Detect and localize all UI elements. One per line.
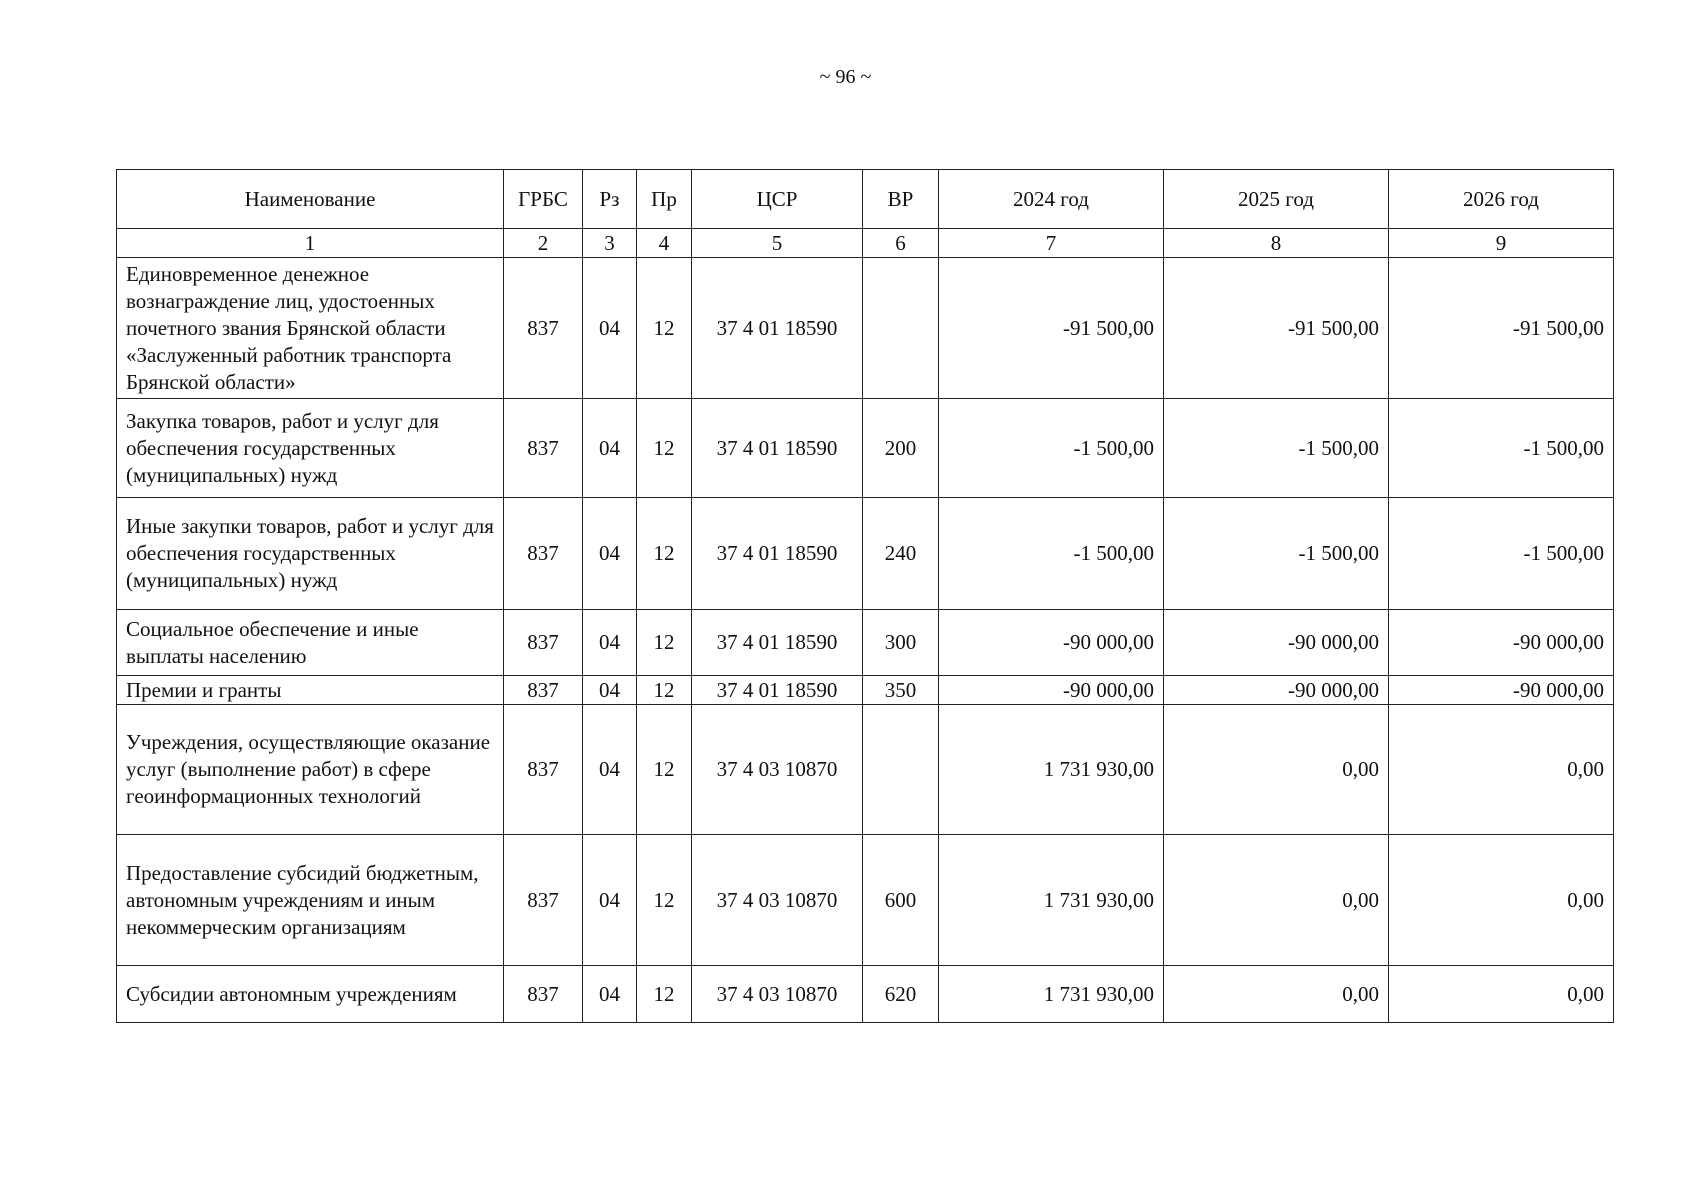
- row-csr: 37 4 01 18590: [692, 498, 863, 610]
- row-rz: 04: [583, 399, 637, 498]
- row-vr: 300: [863, 610, 939, 676]
- row-2025: -1 500,00: [1164, 498, 1389, 610]
- row-grbs: 837: [504, 966, 583, 1023]
- row-vr: 600: [863, 835, 939, 966]
- row-2024: -1 500,00: [939, 498, 1164, 610]
- row-pr: 12: [637, 966, 692, 1023]
- row-csr: 37 4 03 10870: [692, 835, 863, 966]
- row-csr: 37 4 01 18590: [692, 399, 863, 498]
- row-2025: -90 000,00: [1164, 676, 1389, 705]
- row-rz: 04: [583, 705, 637, 835]
- row-2025: -90 000,00: [1164, 610, 1389, 676]
- row-name: Закупка товаров, работ и услуг для обеспечения государственных (муниципальных) нужд: [117, 399, 504, 498]
- row-grbs: 837: [504, 610, 583, 676]
- row-2026: 0,00: [1389, 835, 1614, 966]
- row-grbs: 837: [504, 676, 583, 705]
- row-2025: 0,00: [1164, 705, 1389, 835]
- row-name: Предоставление субсидий бюджетным, автономным учреждениям и иным некоммерческим организациям: [117, 835, 504, 966]
- column-number: 3: [583, 229, 637, 258]
- header-row: [117, 170, 1614, 229]
- table-row: [117, 676, 1614, 705]
- row-csr: 37 4 01 18590: [692, 610, 863, 676]
- row-2025: 0,00: [1164, 966, 1389, 1023]
- row-vr: [863, 258, 939, 399]
- row-2026: 0,00: [1389, 966, 1614, 1023]
- budget-table: [116, 169, 1614, 1023]
- row-2026: -90 000,00: [1389, 610, 1614, 676]
- row-grbs: 837: [504, 498, 583, 610]
- row-vr: 620: [863, 966, 939, 1023]
- row-2024: -91 500,00: [939, 258, 1164, 399]
- table-row: [117, 966, 1614, 1023]
- row-pr: 12: [637, 610, 692, 676]
- column-number: 6: [863, 229, 939, 258]
- row-csr: 37 4 01 18590: [692, 676, 863, 705]
- table-row: [117, 399, 1614, 498]
- row-rz: 04: [583, 610, 637, 676]
- header-2024: 2024 год: [939, 170, 1164, 229]
- row-2025: -91 500,00: [1164, 258, 1389, 399]
- column-number: 7: [939, 229, 1164, 258]
- row-pr: 12: [637, 676, 692, 705]
- row-2025: -1 500,00: [1164, 399, 1389, 498]
- row-pr: 12: [637, 705, 692, 835]
- column-number: 5: [692, 229, 863, 258]
- table-row: [117, 258, 1614, 399]
- row-vr: 350: [863, 676, 939, 705]
- row-pr: 12: [637, 258, 692, 399]
- column-number: 2: [504, 229, 583, 258]
- header-name: Наименование: [117, 170, 504, 229]
- column-number: 4: [637, 229, 692, 258]
- row-2024: -90 000,00: [939, 676, 1164, 705]
- header-2026: 2026 год: [1389, 170, 1614, 229]
- header-2025: 2025 год: [1164, 170, 1389, 229]
- header-vr: ВР: [863, 170, 939, 229]
- row-2024: -1 500,00: [939, 399, 1164, 498]
- row-rz: 04: [583, 676, 637, 705]
- header-pr: Пр: [637, 170, 692, 229]
- row-rz: 04: [583, 966, 637, 1023]
- row-name: Единовременное денежное вознаграждение лиц, удостоенных почетного звания Брянской области «Заслуженный работник транспорта Брянской области»: [117, 258, 504, 399]
- table-row: [117, 610, 1614, 676]
- row-2024: -90 000,00: [939, 610, 1164, 676]
- row-vr: 240: [863, 498, 939, 610]
- row-2026: -1 500,00: [1389, 498, 1614, 610]
- table-row: [117, 498, 1614, 610]
- row-name: Премии и гранты: [117, 676, 504, 705]
- row-2025: 0,00: [1164, 835, 1389, 966]
- row-2024: 1 731 930,00: [939, 705, 1164, 835]
- page-number: ~ 96 ~: [819, 66, 872, 88]
- row-2024: 1 731 930,00: [939, 966, 1164, 1023]
- header-rz: Рз: [583, 170, 637, 229]
- column-number: 9: [1389, 229, 1614, 258]
- row-vr: 200: [863, 399, 939, 498]
- table-row: [117, 705, 1614, 835]
- table-row: [117, 835, 1614, 966]
- row-csr: 37 4 01 18590: [692, 258, 863, 399]
- row-name: Субсидии автономным учреждениям: [117, 966, 504, 1023]
- row-pr: 12: [637, 835, 692, 966]
- row-2024: 1 731 930,00: [939, 835, 1164, 966]
- row-csr: 37 4 03 10870: [692, 966, 863, 1023]
- row-2026: -91 500,00: [1389, 258, 1614, 399]
- row-2026: -1 500,00: [1389, 399, 1614, 498]
- row-rz: 04: [583, 835, 637, 966]
- row-grbs: 837: [504, 258, 583, 399]
- row-pr: 12: [637, 498, 692, 610]
- row-rz: 04: [583, 498, 637, 610]
- row-name: Иные закупки товаров, работ и услуг для обеспечения государственных (муниципальных) нужд: [117, 498, 504, 610]
- column-number: 1: [117, 229, 504, 258]
- row-grbs: 837: [504, 399, 583, 498]
- row-vr: [863, 705, 939, 835]
- row-csr: 37 4 03 10870: [692, 705, 863, 835]
- row-pr: 12: [637, 399, 692, 498]
- row-2026: 0,00: [1389, 705, 1614, 835]
- row-grbs: 837: [504, 705, 583, 835]
- row-2026: -90 000,00: [1389, 676, 1614, 705]
- row-name: Социальное обеспечение и иные выплаты населению: [117, 610, 504, 676]
- header-grbs: ГРБС: [504, 170, 583, 229]
- column-number: 8: [1164, 229, 1389, 258]
- row-rz: 04: [583, 258, 637, 399]
- row-name: Учреждения, осуществляющие оказание услуг (выполнение работ) в сфере геоинформационных технологий: [117, 705, 504, 835]
- row-grbs: 837: [504, 835, 583, 966]
- header-csr: ЦСР: [692, 170, 863, 229]
- column-number-row: [117, 229, 1614, 258]
